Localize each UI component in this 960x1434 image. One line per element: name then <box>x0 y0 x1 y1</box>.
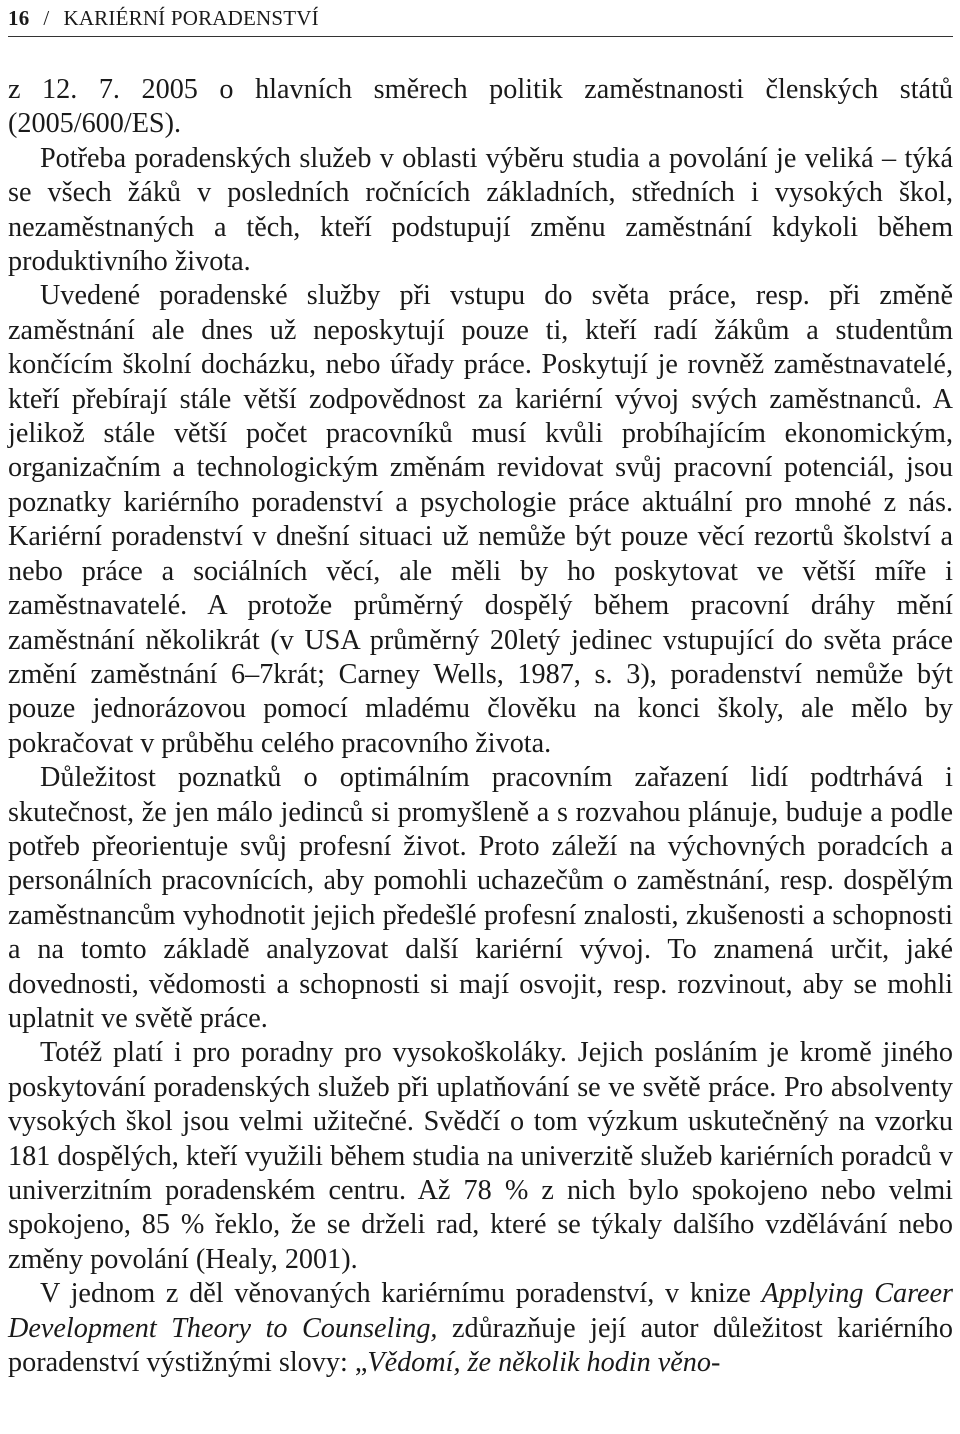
book-title: Applying Career Development Theory to Counseling, <box>8 1278 954 1344</box>
running-header <box>8 0 953 37</box>
page-number: 16 <box>8 5 30 30</box>
paragraph: Uvedené poradenské služby při vstupu do světa práce, resp. při změně zaměstnání ale dnes už neposkytují pouze ti, kteří radí žákům a studentům končícím školní docházku, nebo úřady práce. Poskytují je rovněž zaměstnavatelé, kteří přebírají stále větší zodpovědnost za kariérní vývoj svých zaměstnanců. A jelikož stále větší počet pracovníků musí kvůli probíhajícím ekonomickým, organizačním a technologickým změnám revidovat svůj pracovní potenciál, jsou poznatky kariérního poradenství a psychologie práce aktuální pro mnohé z nás. Kariérní poradenství v dnešní situaci už nemůže být pouze věcí rezortů školství a nebo práce a sociálních věcí, ale měli by ho poskytovat ve větší míře i zaměstnavatelé. A protože průměrný dospělý během pracovní dráhy mění zaměstnání několikrát (v USA průměrný 20letý jedinec vstupující do světa práce změní zaměstnání 6–7krát; Carney Wells, 1987, s. 3), poradenství nemůže být pouze jednorázovou pomocí mladému člověku na konci školy, ale mělo by pokračovat v průběhu celého pracovního života. <box>8 280 953 759</box>
paragraph-text: V jednom z děl věnovaných kariérnímu poradenství, v knize <box>40 1278 762 1310</box>
header-separator: / <box>43 5 50 30</box>
quotation: Vědomí, že několik hodin věno- <box>367 1347 721 1379</box>
section-title: KARIÉRNÍ PORADENSTVÍ <box>63 5 319 30</box>
paragraph-continued: z 12. 7. 2005 o hlavních směrech politik zaměstnanosti členských států (2005/600/ES). <box>8 74 953 140</box>
book-page <box>8 0 953 1380</box>
paragraph-with-citation <box>8 1277 953 1380</box>
paragraph: Důležitost poznatků o optimálním pracovním zařazení lidí podtrhává i skutečnost, že jen málo jedinců si promyšleně a s rozvahou plánuje, buduje a podle potřeb přeorientuje svůj profesní život. Proto záleží na výchovných poradcích a personálních pracovnících, aby pomohli uchazečům o zaměstnání, resp. dospělým zaměstnancům vyhodnotit jejich předešlé profesní znalosti, zkušenosti a schopnosti a na tomto základě analyzovat další kariérní vývoj. To znamená určit, jaké dovednosti, vědomosti a schopnosti si mají osvojit, resp. rozvinout, aby se mohli uplatnit ve světě práce. <box>8 762 953 1034</box>
paragraph: Potřeba poradenských služeb v oblasti výběru studia a povolání je veliká – týká se všech žáků v posledních ročnících základních, středních i vysokých škol, nezaměstnaných a těch, kteří podstupují změnu zaměstnání kdykoli během produktivního života. <box>8 142 953 278</box>
body-text <box>8 73 953 1380</box>
paragraph: Totéž platí i pro poradny pro vysokoškoláky. Jejich posláním je kromě jiného poskytování poradenských služeb při uplatňování se ve světě práce. Pro absolventy vysokých škol jsou velmi užitečné. Svědčí o tom výzkum uskutečněný na vzorku 181 dospělých, kteří využili během studia na univerzitě služeb kariérních poradců v univerzitním poradenském centru. Až 78 % z nich bylo spokojeno nebo velmi spokojeno, 85 % řeklo, že se drželi rad, které se týkaly dalšího vzdělávání nebo změny povolání (Healy, 2001). <box>8 1037 953 1275</box>
paragraph-text: zdůrazňuje její autor důležitost kariérního poradenství výstižnými slovy: „ <box>8 1312 953 1379</box>
